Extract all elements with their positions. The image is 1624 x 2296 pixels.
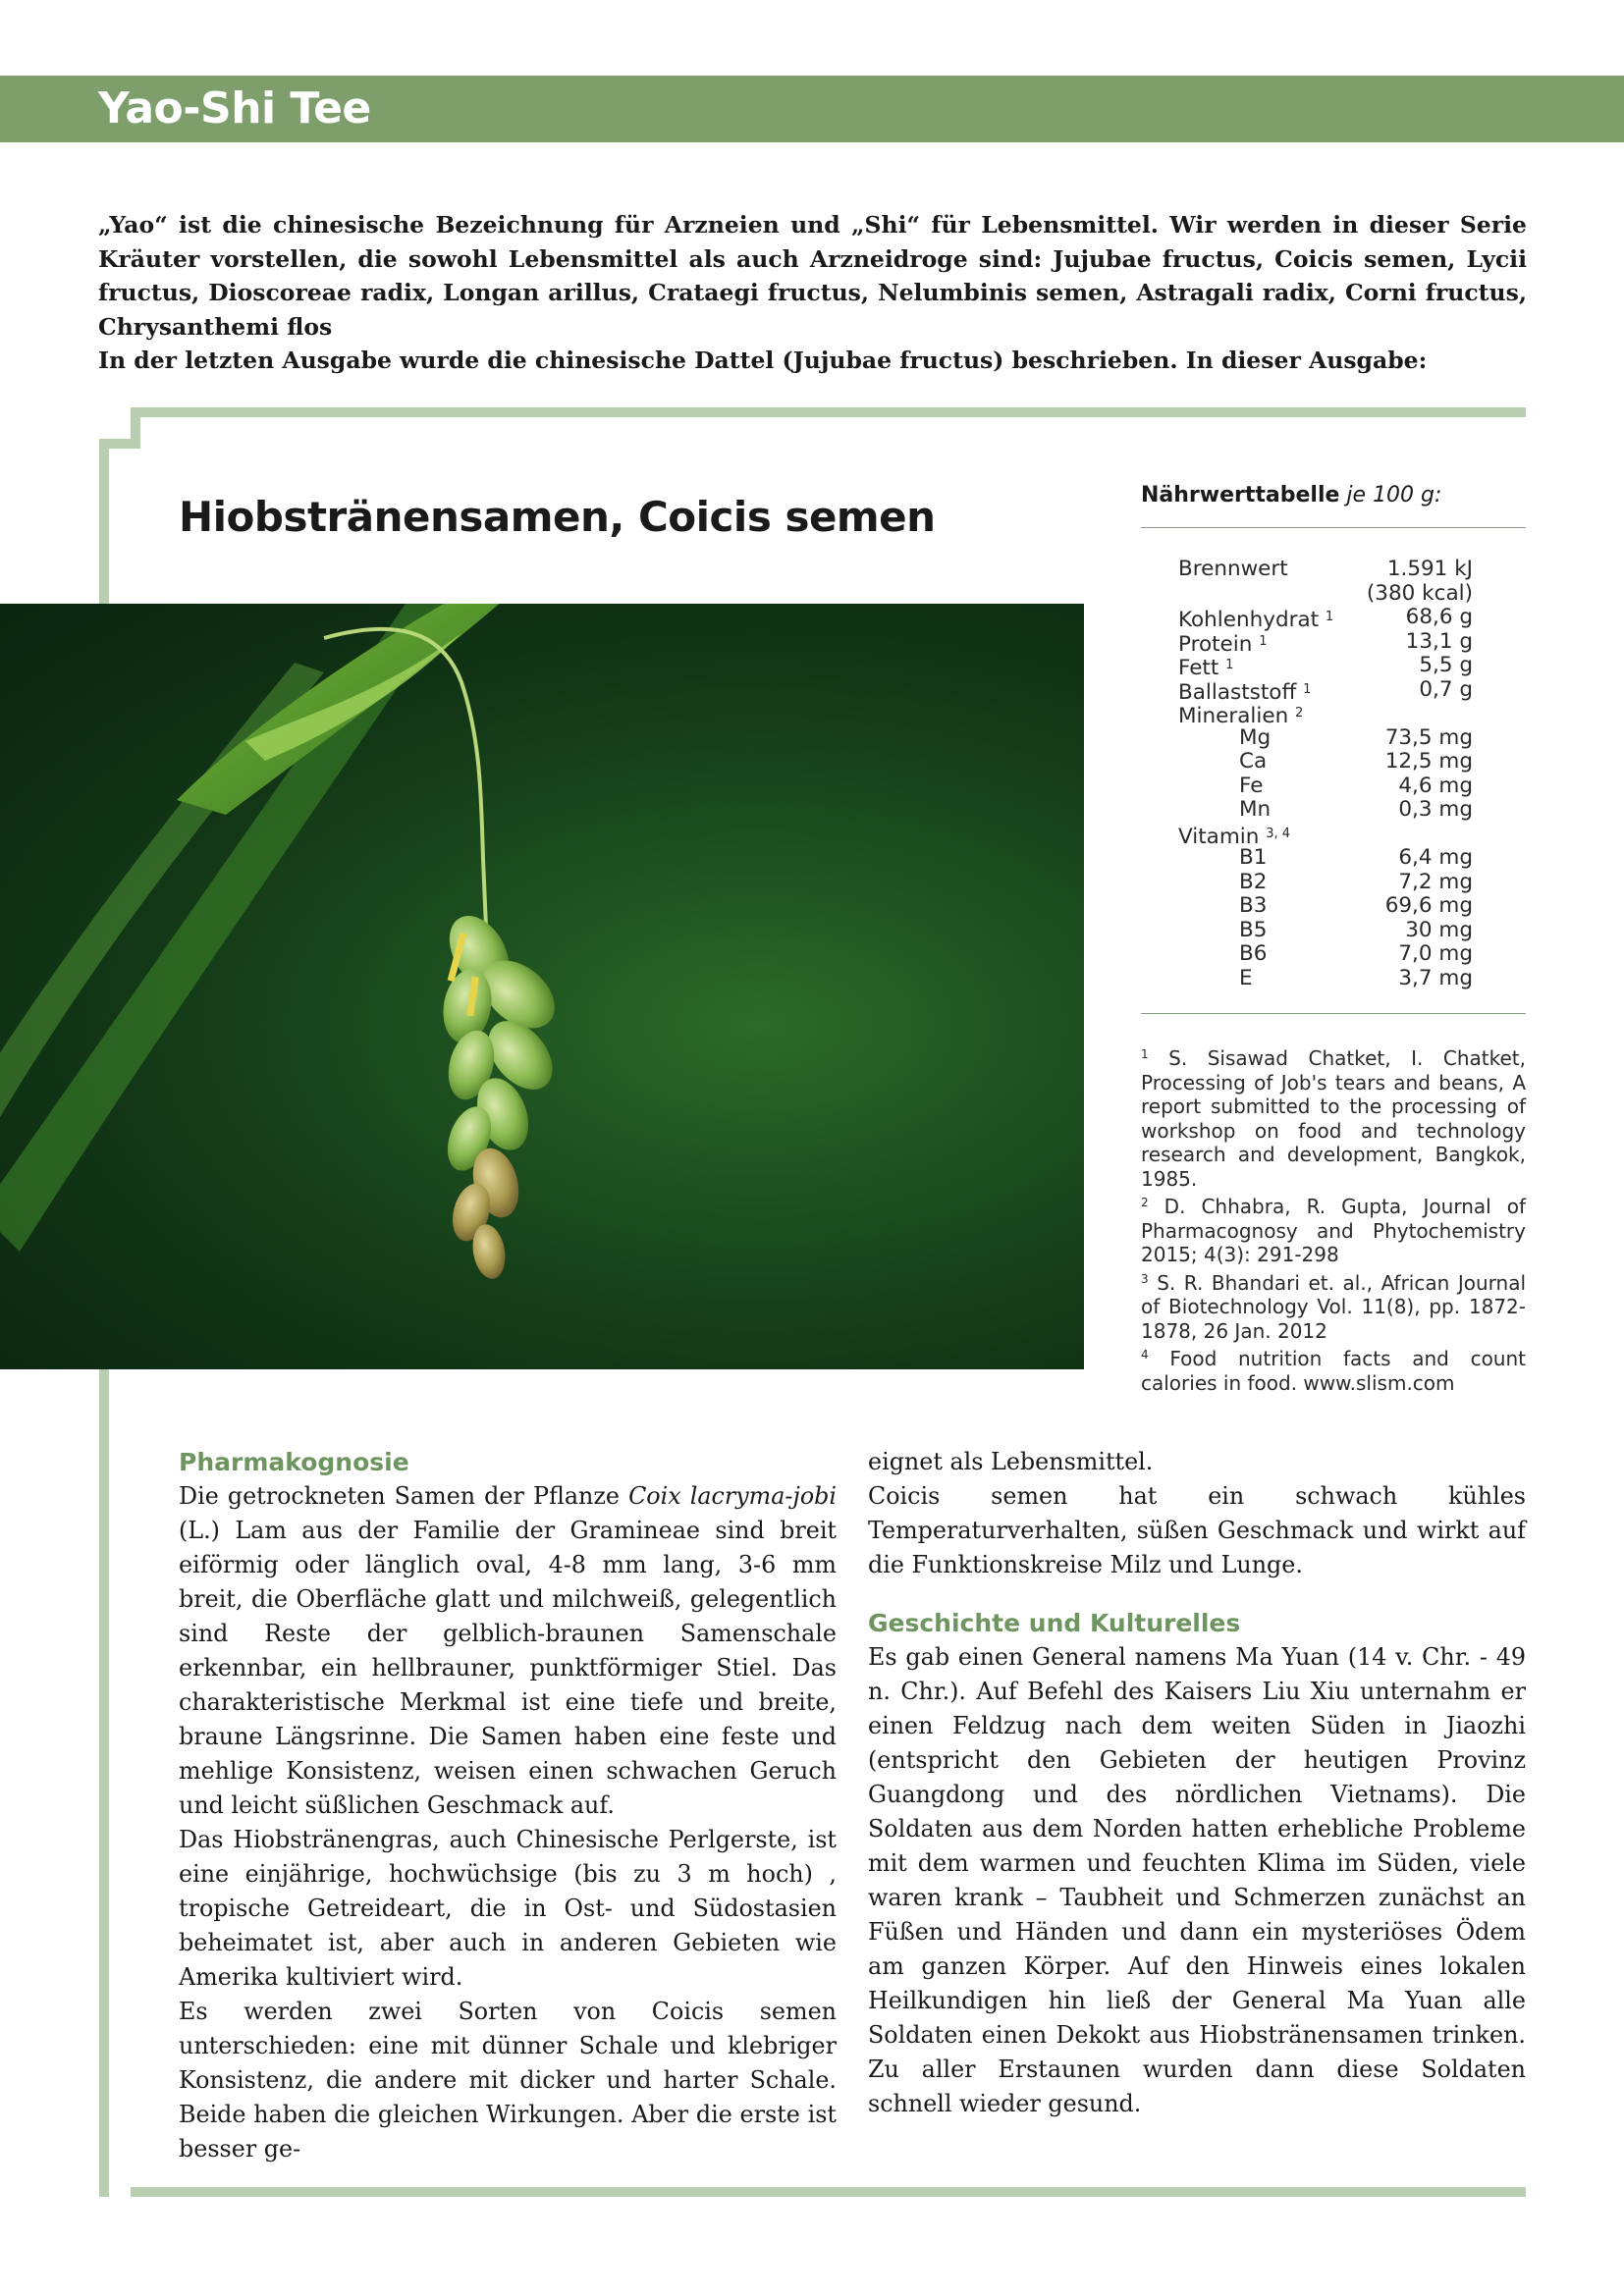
footnote-marker: 1 xyxy=(1259,633,1268,649)
nutrition-label: Mn xyxy=(1239,797,1272,822)
nutrition-divider xyxy=(1141,1013,1526,1014)
nutrition-label: B3 xyxy=(1239,893,1268,918)
nutrition-value: 69,6 mg xyxy=(1384,893,1473,918)
nutrition-label: Mineralien xyxy=(1178,704,1289,728)
nutrition-row xyxy=(1178,582,1473,607)
nutrition-value: (380 kcal) xyxy=(1366,580,1473,606)
pharmakognosie-paragraph: Coicis semen hat ein schwach kühles Temperaturverhalten, süßen Geschmack und wirkt auf die Funktionskreise Milz und Lunge. xyxy=(868,1482,1526,1578)
reference-text: Food nutrition facts and count calories in food. www.slism.com xyxy=(1141,1347,1526,1395)
pharmakognosie-paragraph xyxy=(179,1479,837,1823)
nutrition-value: 12,5 mg xyxy=(1384,749,1473,774)
pharmakognosie-paragraph: eignet als Lebensmittel. xyxy=(868,1448,1154,1475)
nutrition-label-wrap xyxy=(1178,606,1333,633)
footnote-marker: 1 xyxy=(1225,658,1234,672)
nutrition-label: Protein xyxy=(1178,631,1253,657)
column-right xyxy=(868,1445,1526,2121)
nutrition-label: Fett xyxy=(1178,656,1219,680)
nutrition-label: Fe xyxy=(1239,773,1264,798)
nutrition-row xyxy=(1178,654,1473,678)
reference-text: S. R. Bhandari et. al., African Journal of Biotechnology Vol. 11(8), pp. 1872-1878, 26 Jan. 2012 xyxy=(1141,1270,1527,1343)
reference-number: 3 xyxy=(1141,1271,1149,1286)
intro-text xyxy=(98,208,1527,378)
reference-text: D. Chhabra, R. Gupta, Journal of Pharmacognosy and Phytochemistry 2015; 4(3): 291-298 xyxy=(1141,1195,1526,1266)
nutrition-value: 4,6 mg xyxy=(1398,773,1473,798)
frame-line xyxy=(131,407,1526,417)
nutrition-value: 0,7 g xyxy=(1419,676,1473,702)
nutrition-label-wrap xyxy=(1178,630,1268,658)
nutrition-label-wrap xyxy=(1178,678,1311,706)
nutrition-label: B2 xyxy=(1239,869,1268,894)
nutrition-row xyxy=(1178,750,1473,774)
nutrition-heading xyxy=(1141,483,1441,507)
nutrition-row xyxy=(1178,630,1473,655)
text-span: Die getrockneten Samen der Pflanze xyxy=(179,1482,629,1510)
frame-line xyxy=(99,439,109,604)
nutrition-row xyxy=(1178,871,1473,895)
text-span: (L.) Lam aus der Familie der Gramineae sind breit eiförmig oder länglich oval, 4-8 mm lang, 3-6 mm breit, die Oberfläche glatt und milchweiß, gelegentlich sind Reste der gelblich-braunen Samenschale erkennbar, ein hellbrauner, punktförmiger Stiel. Das charakteristische Merkmal ist eine tiefe und breite, braune Längsrinne. Die Samen haben eine feste und mehlige Konsistenz, weisen einen schwachen Geruch und leicht süßlichen Geschmack auf. xyxy=(179,1517,837,1819)
reference-number: 4 xyxy=(1141,1348,1149,1362)
frame-line xyxy=(99,1369,109,2197)
nutrition-row xyxy=(1178,942,1473,967)
reference-text: S. Sisawad Chatket, I. Chatket, Processing of Job's tears and beans, A report submitted to the processing of workshop on food and technology research and development, Bangkok, 1985. xyxy=(1141,1046,1527,1191)
nutrition-label: B5 xyxy=(1239,917,1268,942)
geschichte-paragraph: Es gab einen General namens Ma Yuan (14 v. Chr. - 49 n. Chr.). Auf Befehl des Kaisers Liu Xiu unternahm er einen Feldzug nach dem weiten Süden in Jiaozhi (entspricht den Gebieten der heutigen Provinz Guangdong und des nördlichen Vietnams). Die Soldaten aus dem Norden hatten erhebliche Probleme mit dem warmen und feuchten Klima im Süden, viele waren krank – Taubheit und Schmerzen zunächst an Füßen und Händen und dann ein mysteriöses Ödem am ganzen Körper. Auf den Hinweis eines lokalen Heilkundigen hin ließ der General Ma Yuan alle Soldaten einen Dekokt aus Hiobstränensamen trinken. Zu aller Erstaunen wurden dann diese Soldaten schnell wieder gesund. xyxy=(868,1643,1526,2117)
nutrition-label: Mg xyxy=(1239,724,1272,750)
page-title: Yao-Shi Tee xyxy=(98,83,371,133)
column-left xyxy=(179,1445,837,2166)
frame-line xyxy=(131,2187,1526,2197)
nutrition-row xyxy=(1178,774,1473,799)
nutrition-row xyxy=(1178,919,1473,943)
nutrition-label-wrap xyxy=(1178,654,1233,681)
nutrition-value: 3,7 mg xyxy=(1398,965,1473,990)
reference-number: 2 xyxy=(1141,1196,1149,1209)
intro-paragraph: „Yao“ ist die chinesische Bezeichnung für Arzneien und „Shi“ für Lebensmittel. Wir werden in dieser Serie Kräuter vorstellen, die sowohl Lebensmittel als auch Arzneidroge sind: Jujubae fructus, Coicis semen, Lycii fructus, Dioscoreae radix, Longan arillus, Crataegi fructus, Nelumbinis semen, Astragali radix, Corni fructus, Chrysanthemi flos xyxy=(98,211,1527,341)
section-heading-pharmakognosie: Pharmakognosie xyxy=(179,1448,409,1476)
reference-item xyxy=(1141,1267,1526,1344)
reference-item xyxy=(1141,1343,1526,1395)
nutrition-row xyxy=(1178,558,1473,582)
nutrition-row xyxy=(1178,702,1473,726)
nutrition-value: 30 mg xyxy=(1405,917,1473,942)
nutrition-value: 73,5 mg xyxy=(1384,724,1473,750)
plant-photo xyxy=(0,604,1084,1369)
pharmakognosie-paragraph: Es werden zwei Sorten von Coicis semen unterschieden: eine mit dünner Schale und klebriger Konsistenz, die andere mit dicker und harter Schale. Beide haben die gleichen Wirkungen. Aber die erste ist besser ge- xyxy=(179,1998,837,2163)
footnote-marker: 3, 4 xyxy=(1266,826,1291,841)
footnote-marker: 2 xyxy=(1295,706,1304,721)
nutrition-value: 5,5 g xyxy=(1419,653,1473,677)
nutrition-value: 7,2 mg xyxy=(1398,869,1473,894)
coix-plant-image xyxy=(0,604,1084,1369)
header-bar xyxy=(0,76,1624,142)
nutrition-label: Vitamin xyxy=(1178,824,1260,849)
species-name: Coix lacryma-jobi xyxy=(628,1482,837,1510)
reference-item xyxy=(1141,1042,1526,1191)
nutrition-label: B1 xyxy=(1239,845,1268,870)
reference-item xyxy=(1141,1191,1526,1267)
references xyxy=(1141,1042,1526,1395)
article-title: Hiobstränensamen, Coicis semen xyxy=(179,493,936,541)
nutrition-label: Ca xyxy=(1239,749,1268,774)
nutrition-label: B6 xyxy=(1239,941,1268,966)
nutrition-value: 0,3 mg xyxy=(1398,797,1473,822)
intro-paragraph: In der letzten Ausgabe wurde die chinesische Dattel (Jujubae fructus) beschrieben. In dieser Ausgabe: xyxy=(98,347,1428,374)
nutrition-value: 13,1 g xyxy=(1405,628,1473,654)
nutrition-row xyxy=(1178,726,1473,751)
nutrition-label: E xyxy=(1239,965,1253,990)
nutrition-row xyxy=(1178,967,1473,991)
nutrition-heading-label: Nährwerttabelle xyxy=(1141,483,1340,507)
section-heading-geschichte: Geschichte und Kulturelles xyxy=(868,1609,1241,1637)
nutrition-row xyxy=(1178,846,1473,871)
nutrition-value: 6,4 mg xyxy=(1398,845,1473,870)
nutrition-label: Brennwert xyxy=(1178,557,1288,581)
seed-spike xyxy=(437,905,568,1281)
nutrition-value: 68,6 g xyxy=(1405,605,1473,629)
nutrition-row xyxy=(1178,894,1473,919)
nutrition-table xyxy=(1178,558,1473,990)
nutrition-label: Kohlenhydrat xyxy=(1178,608,1320,632)
nutrition-row xyxy=(1178,798,1473,823)
reference-number: 1 xyxy=(1141,1047,1149,1061)
nutrition-label: Ballaststoff xyxy=(1178,679,1297,705)
footnote-marker: 1 xyxy=(1303,681,1312,697)
nutrition-row xyxy=(1178,606,1473,630)
footnote-marker: 1 xyxy=(1325,610,1334,624)
nutrition-value: 1.591 kJ xyxy=(1386,557,1473,581)
nutrition-divider xyxy=(1141,527,1526,528)
nutrition-value: 7,0 mg xyxy=(1398,941,1473,966)
pharmakognosie-paragraph: Das Hiobstränengras, auch Chinesische Perlgerste, ist eine einjährige, hochwüchsige (bis zu 3 m hoch) , tropische Getreideart, die in Ost- und Südostasien beheimatet ist, aber auch in anderen Gebieten wie Amerika kultiviert wird. xyxy=(179,1826,837,1991)
nutrition-row xyxy=(1178,823,1473,847)
nutrition-label-wrap xyxy=(1178,823,1290,850)
nutrition-heading-unit: je 100 g: xyxy=(1346,483,1442,507)
nutrition-row xyxy=(1178,678,1473,703)
